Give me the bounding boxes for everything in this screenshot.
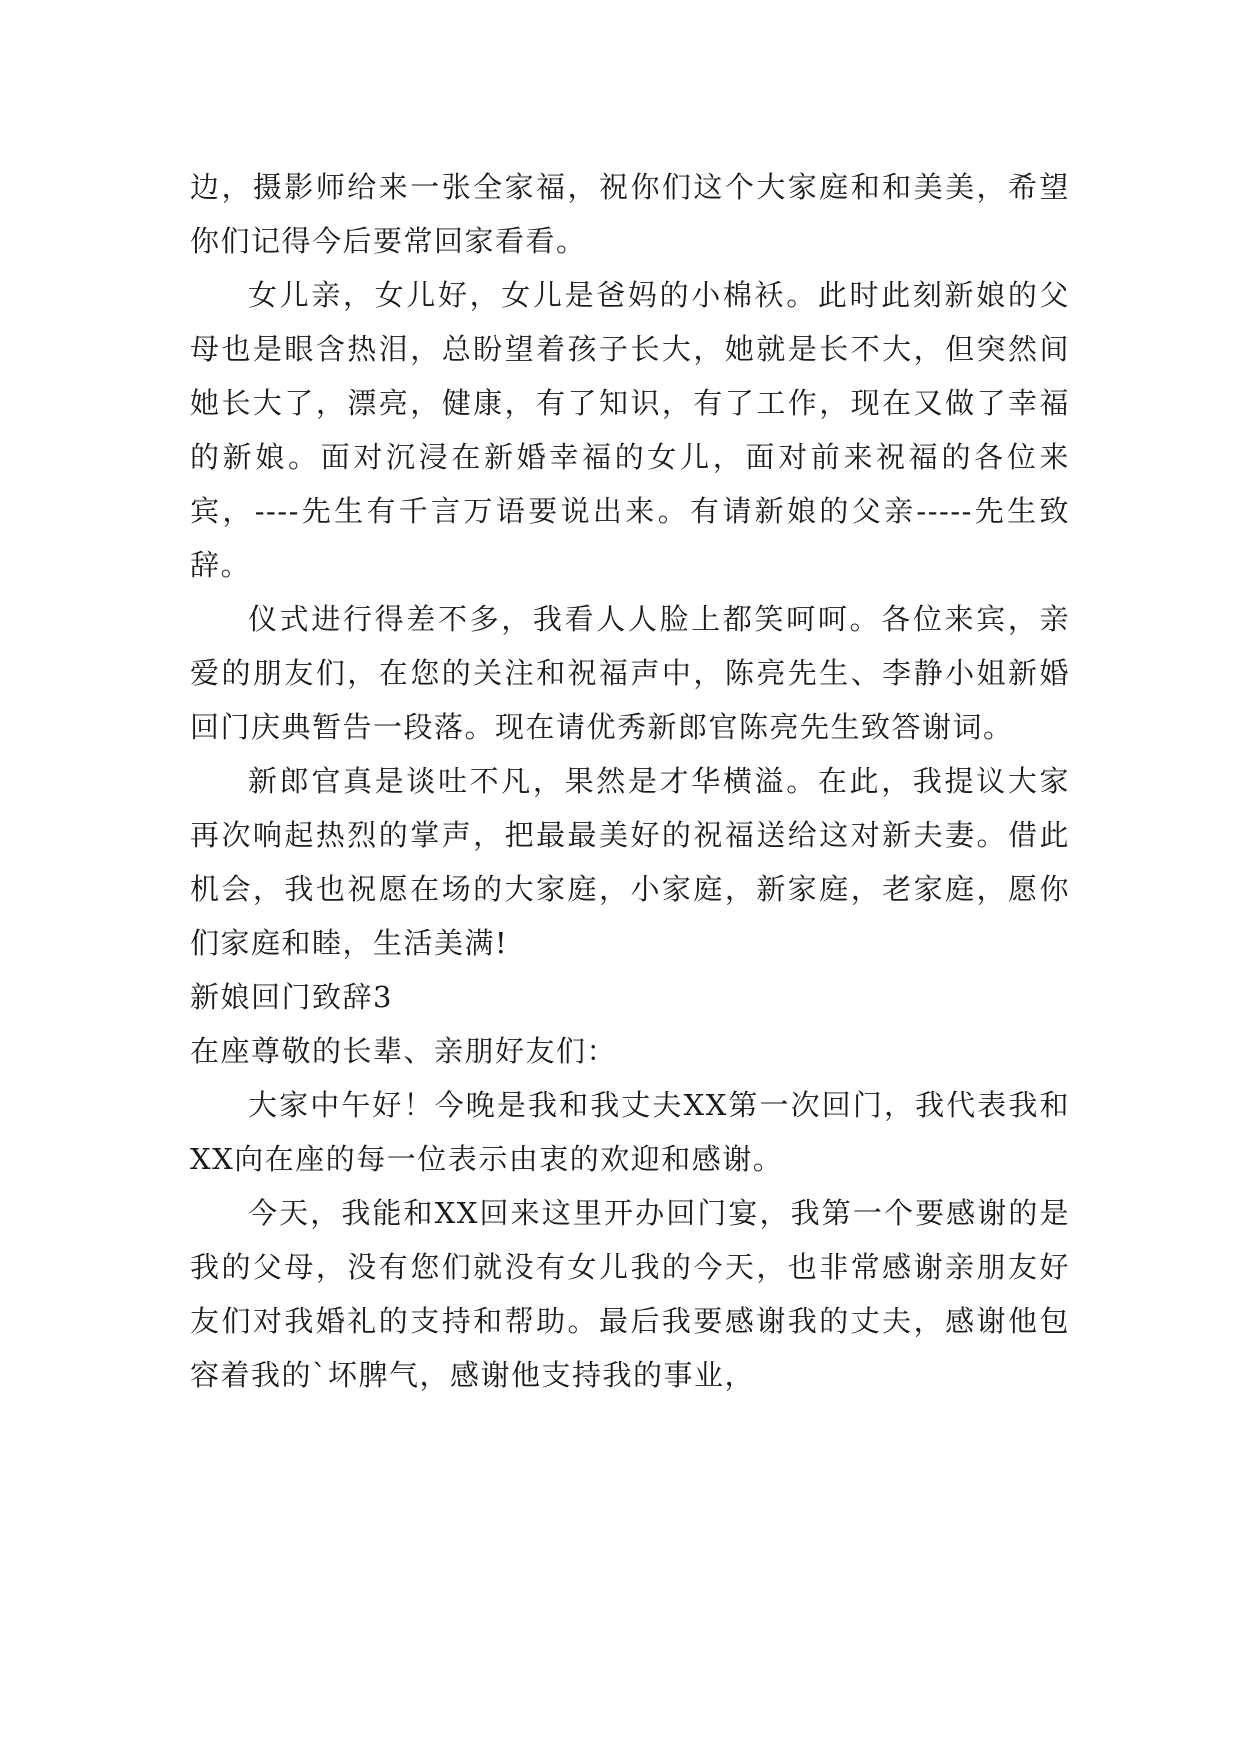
paragraph-4: 新郎官真是谈吐不凡，果然是才华横溢。在此，我提议大家再次响起热烈的掌声，把最最美好的祝福送给这对新夫妻。借此机会，我也祝愿在场的大家庭，小家庭，新家庭，老家庭，愿你们家庭和睦，生活美满! [190,764,1070,960]
paragraph-5: 大家中午好！今晚是我和我丈夫XX第一次回门，我代表我和XX向在座的每一位表示由衷的欢迎和感谢。 [190,1088,1070,1176]
paragraph-6: 今天，我能和XX回来这里开办回门宴，我第一个要感谢的是我的父母，没有您们就没有女儿我的今天，也非常感谢亲朋友好友们对我婚礼的支持和帮助。最后我要感谢我的丈夫，感谢他包容着我的`坏脾气，感谢他支持我的事业， [190,1196,1070,1392]
paragraph-3: 仪式进行得差不多，我看人人脸上都笑呵呵。各位来宾，亲爱的朋友们，在您的关注和祝福声中，陈亮先生、李静小姐新婚回门庆典暂告一段落。现在请优秀新郎官陈亮先生致答谢词。 [190,602,1070,744]
salutation: 在座尊敬的长辈、亲朋好友们： [190,1034,618,1068]
document-body [190,160,1070,1402]
paragraph-1: 边，摄影师给来一张全家福，祝你们这个大家庭和和美美，希望你们记得今后要常回家看看。 [190,170,1070,258]
section-heading: 新娘回门致辞3 [190,980,393,1014]
paragraph-2: 女儿亲，女儿好，女儿是爸妈的小棉袄。此时此刻新娘的父母也是眼含热泪，总盼望着孩子长大，她就是长不大，但突然间她长大了，漂亮，健康，有了知识，有了工作，现在又做了幸福的新娘。面对沉浸在新婚幸福的女儿，面对前来祝福的各位来宾，----先生有千言万语要说出来。有请新娘的父亲-----先生致辞。 [190,278,1070,582]
